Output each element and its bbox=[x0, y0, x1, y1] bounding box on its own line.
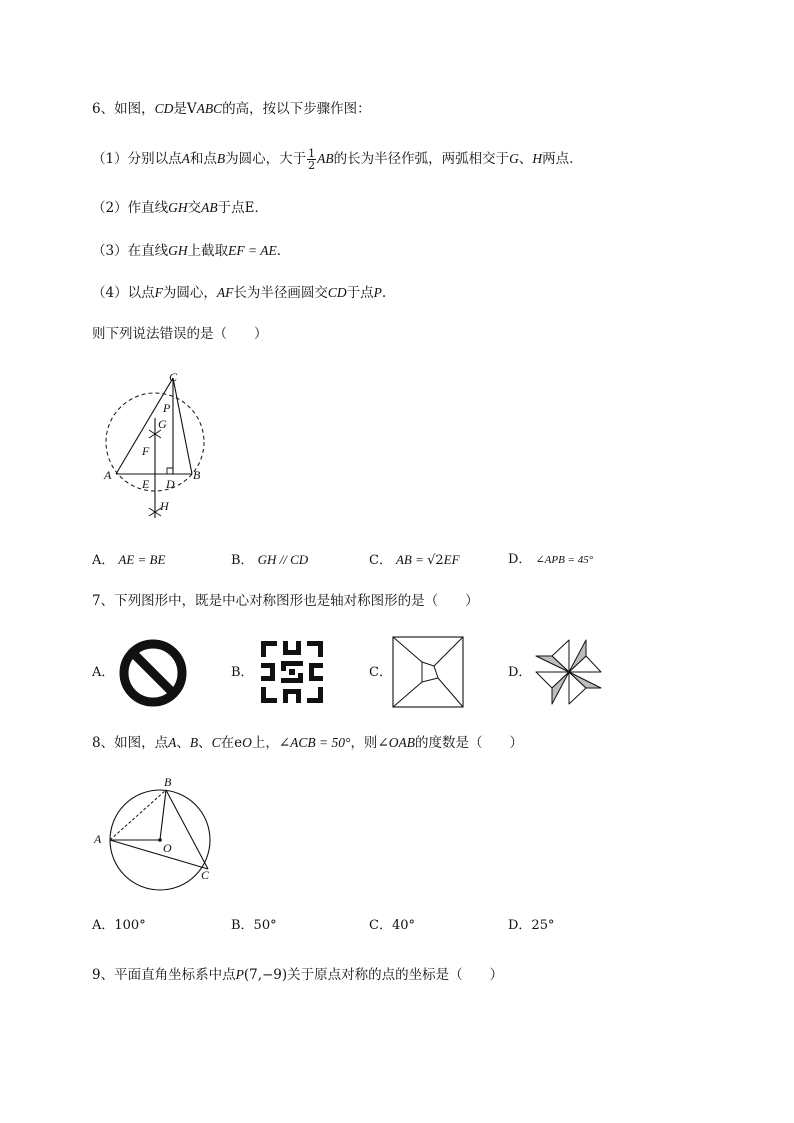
segment-bc bbox=[173, 378, 192, 474]
q6-step-3: （3）在直线GH上截取EF = AE． bbox=[92, 243, 291, 259]
segment-ob bbox=[160, 790, 166, 840]
label-a: A bbox=[94, 832, 102, 846]
q8-figure-circle bbox=[90, 772, 220, 892]
q9-stem: 9、平面直角坐标系中点P(7,−9)关于原点对称的点的坐标是（ ） bbox=[92, 967, 504, 983]
square-rotation-pattern-icon bbox=[392, 636, 464, 708]
label-e: E bbox=[142, 477, 150, 491]
q6-question: 则下列说法错误的是（ ） bbox=[92, 326, 268, 342]
center-dot bbox=[158, 838, 162, 842]
q7-option-a-label: A． bbox=[92, 665, 115, 680]
segment-bc bbox=[166, 790, 208, 869]
q8-option-d: D．25° bbox=[508, 918, 555, 933]
label-g: G bbox=[158, 417, 167, 431]
label-b: B bbox=[193, 468, 201, 482]
q6-option-d: D． ∠APB = 45° bbox=[508, 552, 594, 567]
q8-option-c: C．40° bbox=[369, 918, 415, 933]
q6-step-1: （1）分别以点A和点B为圆心，大于 $\frac{1}{2}$ AB的长为半径作弧，两弧相交于G、H两点． bbox=[92, 147, 583, 172]
label-a: A bbox=[104, 468, 112, 482]
label-c: C bbox=[201, 868, 210, 882]
q7-option-b-label: B． bbox=[231, 665, 254, 680]
q6-option-c: C． AB = √2EF bbox=[369, 552, 460, 568]
q7-option-c-label: C． bbox=[369, 665, 392, 680]
q6-stem: 6、如图，CD是VABC的高，按以下步骤作图： bbox=[92, 101, 371, 117]
maze-fret-pattern-icon bbox=[259, 639, 325, 705]
q8-option-a: A．100° bbox=[92, 918, 146, 933]
segment-ab-dashed bbox=[110, 790, 166, 840]
label-p: P bbox=[163, 401, 171, 415]
prohibition-sign-icon bbox=[117, 637, 189, 709]
right-angle-mark bbox=[167, 468, 173, 474]
q6-option-a: A． AE = BE bbox=[92, 552, 166, 568]
segment-ac bbox=[110, 840, 208, 869]
q7-option-d-label: D． bbox=[508, 665, 532, 680]
q8-option-b: B．50° bbox=[231, 918, 277, 933]
q7-stem: 7、下列图形中，既是中心对称图形也是轴对称图形的是（ ） bbox=[92, 593, 479, 609]
label-b: B bbox=[164, 775, 172, 789]
q8-stem: 8、如图，点A、B、C在eO上，∠ACB = 50°，则∠OAB的度数是（ ） bbox=[92, 735, 523, 751]
q6-figure-triangle-circle bbox=[100, 368, 212, 526]
q6-option-b: B． GH // CD bbox=[231, 552, 309, 568]
q6-step-4: （4）以点F为圆心，AF长为半径画圆交CD于点P. bbox=[92, 285, 387, 301]
label-f: F bbox=[142, 444, 150, 458]
label-h: H bbox=[160, 499, 169, 513]
pinwheel-icon bbox=[534, 638, 604, 706]
fraction-one-half: $\frac{1}{2}$ bbox=[308, 147, 316, 172]
q6-step-2: （2）作直线GH交AB于点E． bbox=[92, 200, 268, 216]
label-o: O bbox=[163, 841, 172, 855]
label-d: D bbox=[166, 477, 175, 491]
label-c: C bbox=[169, 370, 178, 384]
